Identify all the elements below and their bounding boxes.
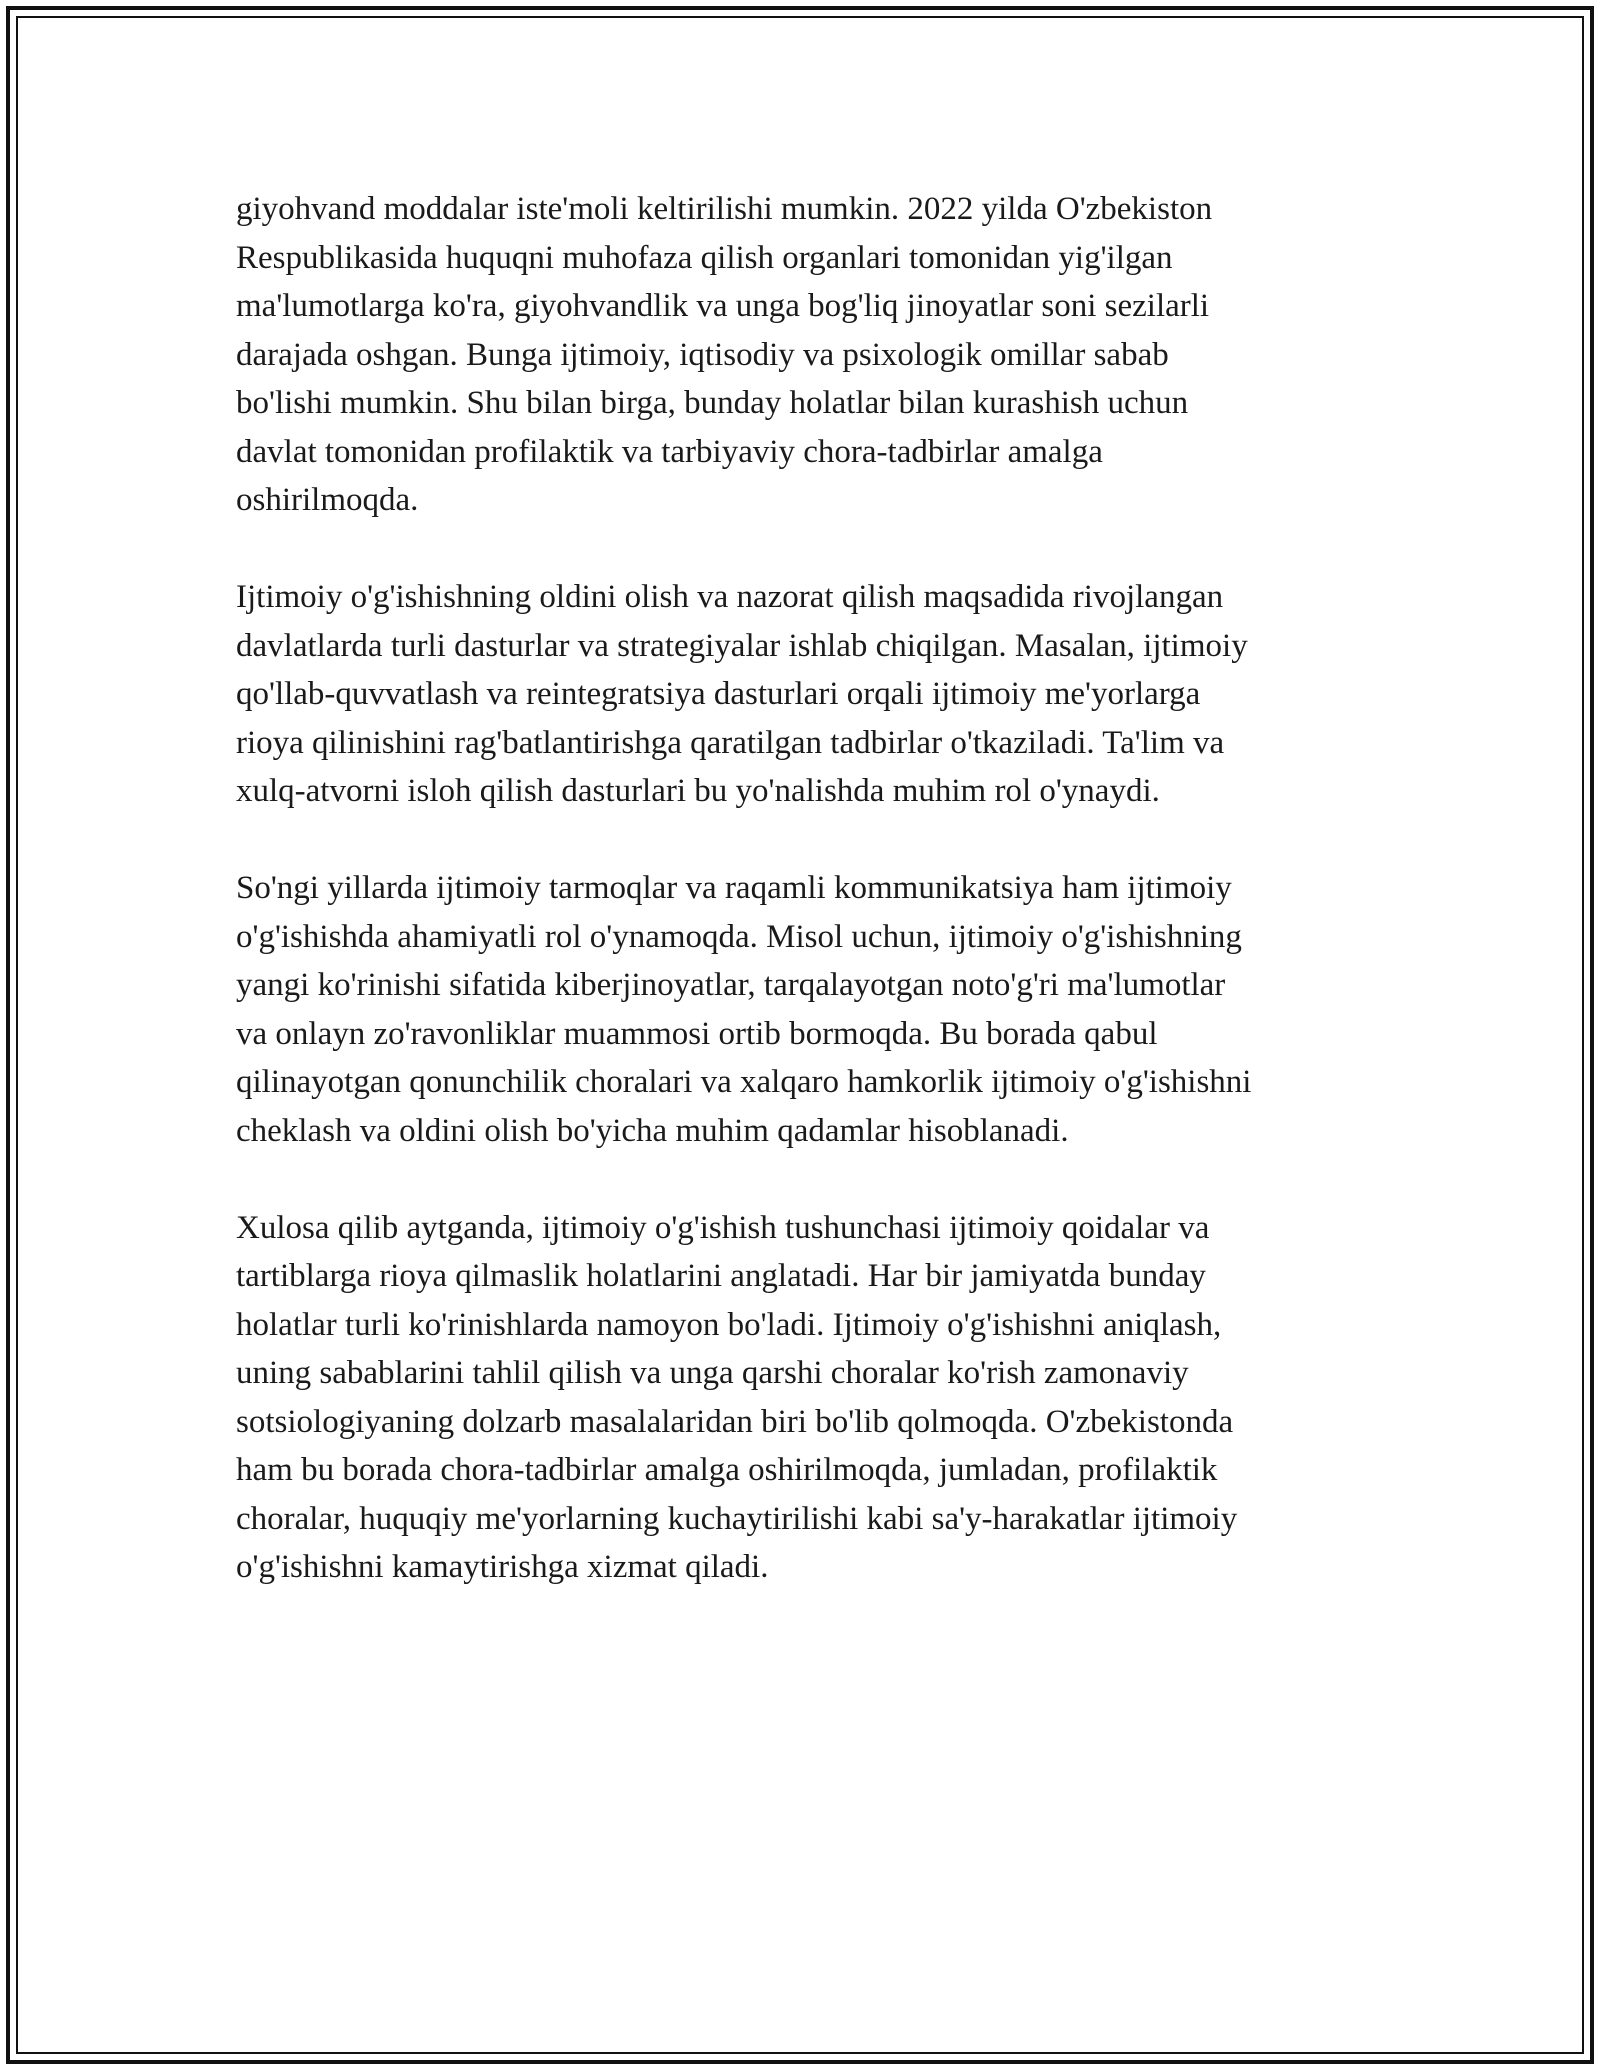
document-body [236,185,1396,1640]
paragraph-3: So'ngi yillarda ijtimoiy tarmoqlar va raqamli kommunikatsiya ham ijtimoiy o'g'ishishda ahamiyatli rol o'ynamoqda. Misol uchun, ijtimoiy o'g'ishishning yangi ko'rinishi sifatida kiberjinoyatlar, tarqalayotgan noto'g'ri ma'lumotlar va onlayn zo'ravonliklar muammosi ortib bormoqda. Bu borada qabul qilinayotgan qonunchilik choralari va xalqaro hamkorlik ijtimoiy o'g'ishishni cheklash va oldini olish bo'yicha muhim qadamlar hisoblanadi. [236,870,1252,1149]
paragraph-2: Ijtimoiy o'g'ishishning oldini olish va nazorat qilish maqsadida rivojlangan davlatlarda turli dasturlar va strategiyalar ishlab chiqilgan. Masalan, ijtimoiy qo'llab-quvvatlash va reintegratsiya dasturlari orqali ijtimoiy me'yorlarga rioya qilinishini rag'batlantirishga qaratilgan tadbirlar o'tkaziladi. Ta'lim va xulq-atvorni isloh qilish dasturlari bu yo'nalishda muhim rol o'ynaydi. [236,579,1248,809]
paragraph-1: giyohvand moddalar iste'moli keltirilishi mumkin. 2022 yilda O'zbekiston Respublikasida huquqni muhofaza qilish organlari tomonidan yig'ilgan ma'lumotlarga ko'ra, giyohvandlik va unga bog'liq jinoyatlar soni sezilarli darajada oshgan. Bunga ijtimoiy, iqtisodiy va psixologik omillar sabab bo'lishi mumkin. Shu bilan birga, bunday holatlar bilan kurashish uchun davlat tomonidan profilaktik va tarbiyaviy chora-tadbirlar amalga oshirilmoqda. [236,191,1213,518]
paragraph-4: Xulosa qilib aytganda, ijtimoiy o'g'ishish tushunchasi ijtimoiy qoidalar va tartiblarga rioya qilmaslik holatlarini anglatadi. Har bir jamiyatda bunday holatlar turli ko'rinishlarda namoyon bo'ladi. Ijtimoiy o'g'ishishni aniqlash, uning sabablarini tahlil qilish va unga qarshi choralar ko'rish zamonaviy sotsiologiyaning dolzarb masalalaridan biri bo'lib qolmoqda. O'zbekistonda ham bu borada chora-tadbirlar amalga oshirilmoqda, jumladan, profilaktik choralar, huquqiy me'yorlarning kuchaytirilishi kabi sa'y-harakatlar ijtimoiy o'g'ishishni kamaytirishga xizmat qiladi. [236,1209,1238,1585]
